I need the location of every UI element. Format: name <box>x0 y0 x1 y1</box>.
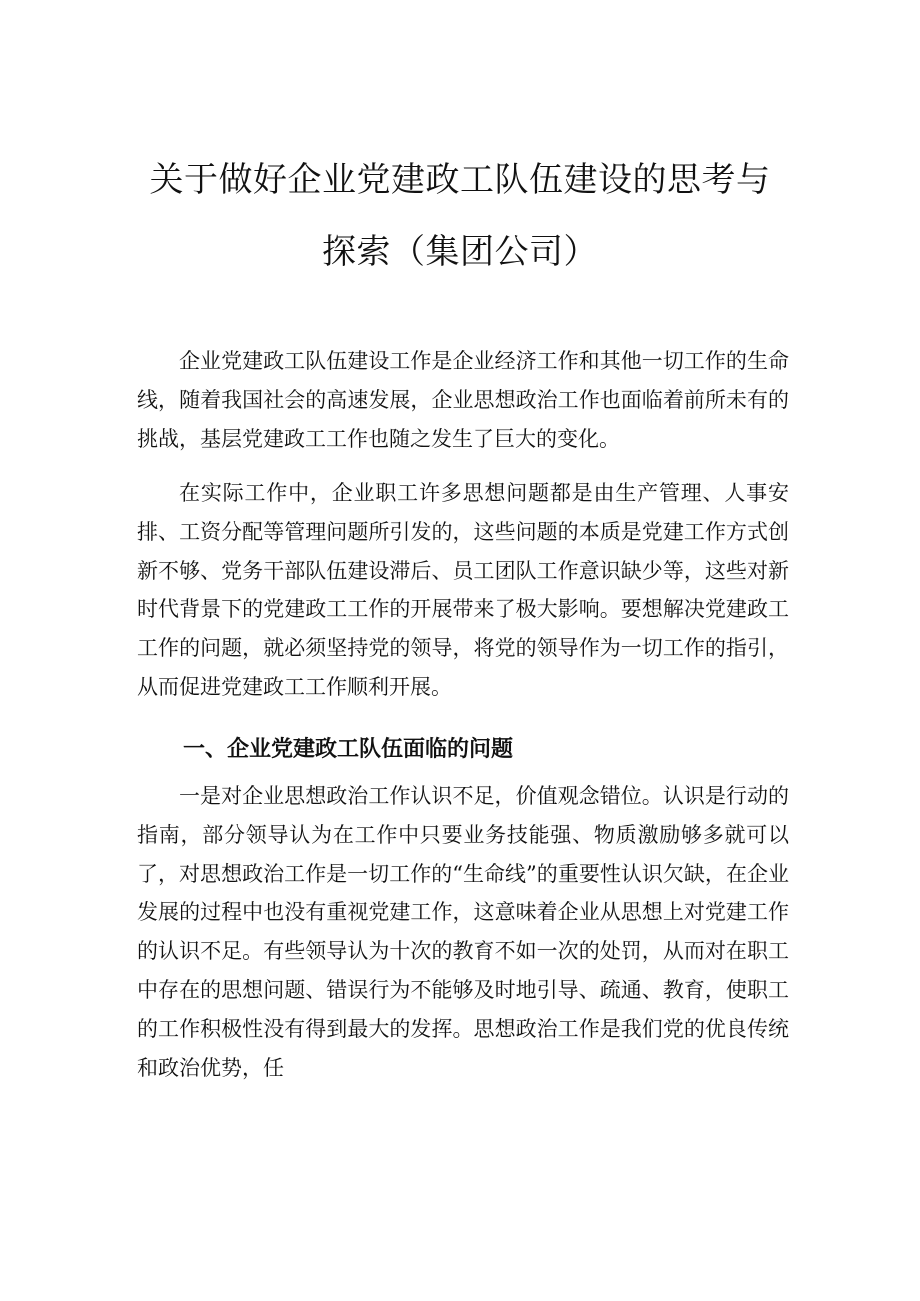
document-title-line-1: 关于做好企业党建政工队伍建设的思考与 <box>149 160 771 200</box>
paragraph-problem-one: 一是对企业思想政治工作认识不足，价值观念错位。认识是行动的指南，部分领导认为在工作中只要业务技能强、物质激励够多就可以了，对思想政治工作是一切工作的“生命线”的重要性认识欠缺，在企业发展的过程中也没有重视党建工作，这意味着企业从思想上对党建工作的认识不足。有些领导认为十次的教育不如一次的处罚，从而对在职工中存在的思想问题、错误行为不能够及时地引导、疏通、教育，使职工的工作积极性没有得到最大的发挥。思想政治工作是我们党的优良传统和政治优势，任 <box>137 784 789 1080</box>
section-heading: 一、企业党建政工队伍面临的问题 <box>183 737 514 762</box>
paragraph-practice: 在实际工作中，企业职工许多思想问题都是由生产管理、人事安排、工资分配等管理问题所引发的，这些问题的本质是党建工作方式创新不够、党务干部队伍建设滞后、员工团队工作意识缺少等，这些对新时代背景下的党建政工工作的开展带来了极大影响。要想解决党建政工工作的问题，就必须坚持党的领导，将党的领导作为一切工作的指引，从而促进党建政工工作顺利开展。 <box>137 481 789 699</box>
document-title-line-2: 探索（集团公司） <box>322 232 598 272</box>
paragraph-intro: 企业党建政工队伍建设工作是企业经济工作和其他一切工作的生命线，随着我国社会的高速发展，企业思想政治工作也面临着前所未有的挑战，基层党建政工工作也随之发生了巨大的变化。 <box>137 349 789 451</box>
